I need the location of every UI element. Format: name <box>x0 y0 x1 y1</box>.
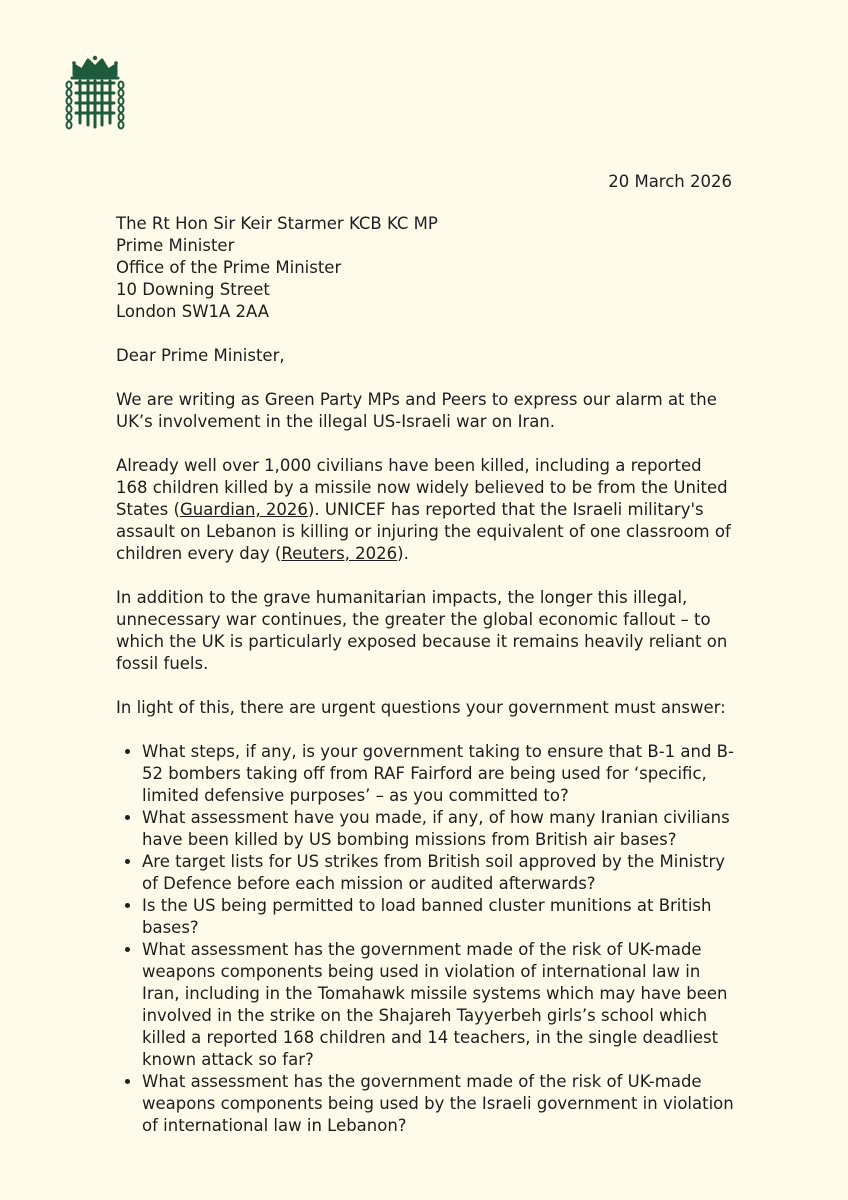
address-line: London SW1A 2AA <box>116 302 270 321</box>
paragraph-questions-intro: In light of this, there are urgent questions your government must answer: <box>116 698 726 717</box>
salutation: Dear Prime Minister, <box>116 346 285 365</box>
address-line: 10 Downing Street <box>116 280 270 299</box>
address-line: The Rt Hon Sir Keir Starmer KCB KC MP <box>116 214 438 233</box>
guardian-link[interactable]: Guardian, 2026 <box>179 500 308 519</box>
paragraph-intro: We are writing as Green Party MPs and Peers to express our alarm at the UK’s involvement in the illegal US-Israeli war on Iran. <box>116 390 717 431</box>
paragraph-casualties <box>116 455 736 565</box>
paragraph-text: Already well over 1,000 civilians have been killed, including a reported 168 children killed by a missile now widely believed to be from the United States ( <box>116 456 728 519</box>
paragraph-economic: In addition to the grave humanitarian impacts, the longer this illegal, unnecessary war continues, the greater the global economic fallout – to which the UK is particularly exposed because it remains heavily reliant on fossil fuels. <box>116 588 728 673</box>
question-item: • What assessment has the government made of the risk of UK-made weapons components being used in violation of international law in Iran, including in the Tomahawk missile systems which may have been involved in the strike on the Shajareh Tayyerbeh girls’s school which killed a reported 168 children and 14 teachers, in the single deadliest known attack so far? <box>142 939 736 1071</box>
letter-body <box>116 213 736 1137</box>
letter-date: 20 March 2026 <box>608 172 732 191</box>
question-item: • What steps, if any, is your government taking to ensure that B-1 and B-52 bombers taking off from RAF Fairford are being used for ‘specific, limited defensive purposes’ – as you committed to? <box>142 741 736 807</box>
paragraph-text: ). UNICEF has reported that the Israeli military's assault on Lebanon is killing or injuring the equivalent of one classroom of children every day ( <box>116 500 731 563</box>
reuters-link[interactable]: Reuters, 2026 <box>281 544 398 563</box>
address-line: Prime Minister <box>116 236 235 255</box>
question-item: • What assessment has the government made of the risk of UK-made weapons components being used by the Israeli government in violation of international law in Lebanon? <box>142 1071 736 1137</box>
question-item: • Is the US being permitted to load banned cluster munitions at British bases? <box>142 895 736 939</box>
portcullis-crown-icon <box>64 55 126 131</box>
questions-list <box>116 741 736 1137</box>
address-line: Office of the Prime Minister <box>116 258 342 277</box>
question-item: • What assessment have you made, if any, of how many Iranian civilians have been killed by US bombing missions from British air bases? <box>142 807 736 851</box>
recipient-address <box>116 213 736 323</box>
question-item: • Are target lists for US strikes from British soil approved by the Ministry of Defence before each mission or audited afterwards? <box>142 851 736 895</box>
paragraph-text: ). <box>397 544 409 563</box>
